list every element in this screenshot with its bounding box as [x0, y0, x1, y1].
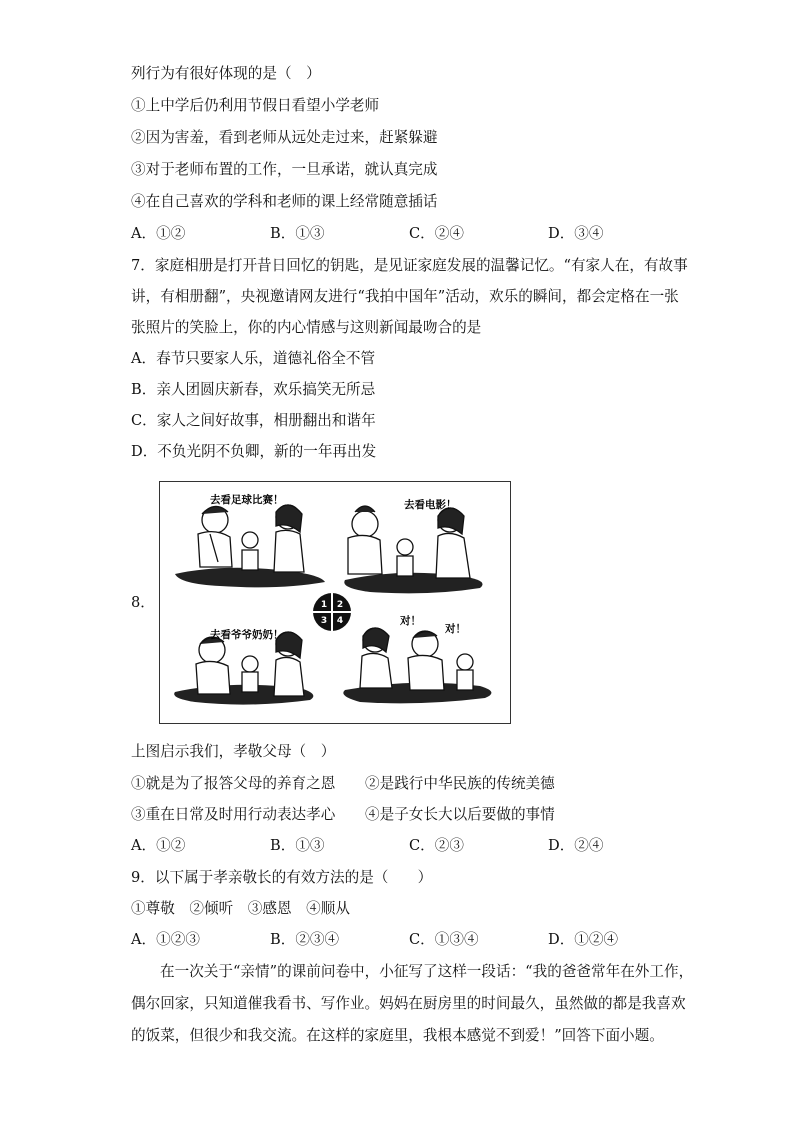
q9-option-b[interactable]: B．②③④	[270, 931, 340, 948]
q6-option-d[interactable]: D．③④	[548, 225, 604, 242]
q6-stem: 列行为有很好体现的是（ ）	[131, 65, 321, 82]
panel-3-figures	[196, 632, 304, 696]
q7-stem-line-1: 7．家庭相册是打开昔日回忆的钥匙，是见证家庭发展的温馨记忆。“有家人在，有故事	[131, 257, 688, 274]
q7-stem-line-3: 张照片的笑脸上，你的内心情感与这则新闻最吻合的是	[131, 319, 482, 336]
panel-4-figures	[360, 628, 473, 690]
q8-option-b[interactable]: B．①③	[270, 837, 325, 854]
q9-stem: 9．以下属于孝亲敬长的有效方法的是（ ）	[131, 869, 433, 886]
speech-bubble-movie: 去看电影！	[404, 499, 457, 511]
q8-item-2: ②是践行中华民族的传统美德	[365, 775, 555, 792]
speech-bubble-grandparents: 去看爷爷奶奶！	[210, 629, 284, 641]
q6-option-c[interactable]: C．②④	[409, 225, 464, 242]
panel-number-wheel	[313, 593, 351, 631]
panel-number-1: 1	[320, 600, 328, 610]
panel-number-4: 4	[336, 616, 344, 626]
q7-option-a[interactable]: A．春节只要家人乐，道德礼俗全不管	[131, 350, 376, 367]
q7-stem-line-2: 讲，有相册翻”，央视邀请网友进行“我拍中国年”活动，欢乐的瞬间，都会定格在一张	[131, 288, 679, 305]
q8-option-c[interactable]: C．②③	[409, 837, 464, 854]
panel-2-figures	[348, 506, 470, 578]
passage-line-1: 在一次关于“亲情”的课前问卷中，小征写了这样一段话：“我的爸爸常年在外工作，	[160, 963, 694, 980]
q6-item-1: ①上中学后仍利用节假日看望小学老师	[131, 97, 380, 114]
q6-option-b[interactable]: B．①③	[270, 225, 325, 242]
q7-option-d[interactable]: D．不负光阴不负卿，新的一年再出发	[131, 443, 377, 460]
speech-bubble-agree-1: 对！	[400, 615, 421, 627]
q9-option-c[interactable]: C．①③④	[409, 931, 479, 948]
q9-option-d[interactable]: D．①②④	[548, 931, 619, 948]
q8-option-a[interactable]: A．①②	[131, 837, 186, 854]
q8-stem: 上图启示我们，孝敬父母（ ）	[131, 743, 336, 760]
panel-number-2: 2	[336, 600, 344, 610]
q8-number: 8．	[131, 594, 155, 611]
passage-line-3: 的饭菜，但很少和我交流。在这样的家庭里，我根本感觉不到爱！”回答下面小题。	[131, 1027, 664, 1044]
panel-1-figures	[198, 505, 304, 572]
passage-line-2: 偶尔回家，只知道催我看书、写作业。妈妈在厨房里的时间最久，虽然做的都是我喜欢	[131, 995, 686, 1012]
q7-option-b[interactable]: B．亲人团圆庆新春，欢乐搞笑无所忌	[131, 381, 376, 398]
panel-number-3: 3	[320, 616, 328, 626]
q8-comic-image	[159, 481, 511, 724]
q6-item-2: ②因为害羞，看到老师从远处走过来，赶紧躲避	[131, 129, 438, 146]
q8-option-d[interactable]: D．②④	[548, 837, 604, 854]
q7-option-c[interactable]: C．家人之间好故事，相册翻出和谐年	[131, 412, 376, 429]
q8-item-1: ①就是为了报答父母的养育之恩	[131, 775, 336, 792]
q6-option-a[interactable]: A．①②	[131, 225, 186, 242]
q6-item-3: ③对于老师布置的工作，一旦承诺，就认真完成	[131, 161, 438, 178]
q9-option-a[interactable]: A．①②③	[131, 931, 200, 948]
q8-item-3: ③重在日常及时用行动表达孝心	[131, 806, 336, 823]
speech-bubble-football: 去看足球比赛！	[210, 494, 284, 506]
q8-item-4: ④是子女长大以后要做的事情	[365, 806, 555, 823]
speech-bubble-agree-2: 对！	[445, 623, 466, 635]
q9-items: ①尊敬 ②倾听 ③感恩 ④顺从	[131, 900, 350, 917]
q6-item-4: ④在自己喜欢的学科和老师的课上经常随意插话	[131, 193, 438, 210]
